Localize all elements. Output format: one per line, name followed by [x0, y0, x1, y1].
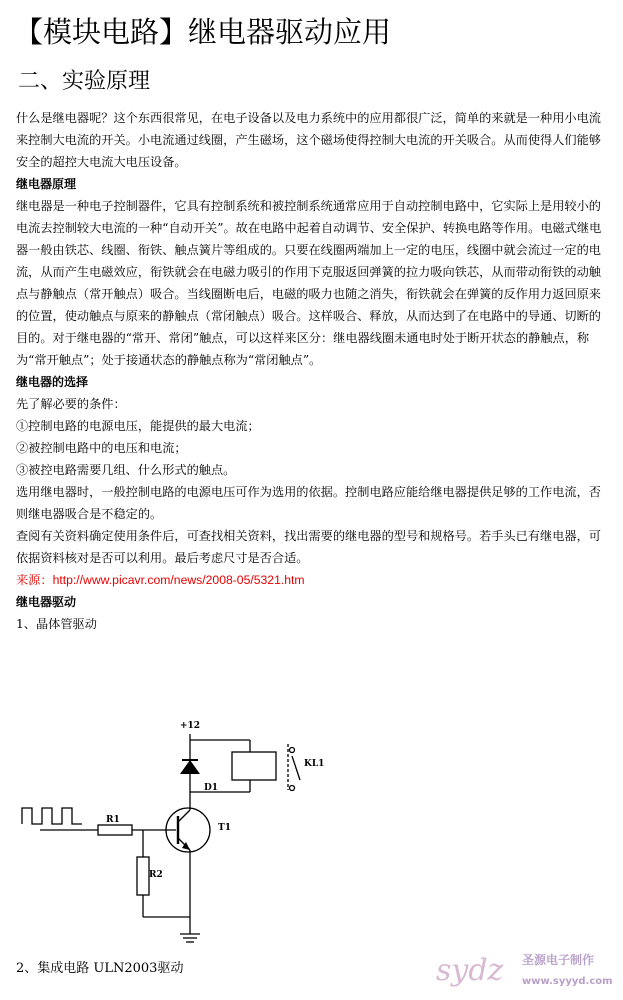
section-heading: 二、实验原理 — [18, 69, 151, 94]
page-title: 【模块电路】继电器驱动应用 — [14, 15, 392, 49]
transistor-driver-circuit — [20, 712, 340, 952]
watermark-url: www.syyyd.com — [522, 976, 613, 987]
intro-paragraph: 什么是继电器呢？这个东西很常见，在电子设备以及电力系统中的应用都很广泛，简单的来就是一种用小电流来控制大电流的开关。小电流通过线圈，产生磁场，这个磁场使得控制大电流的开关吸合。从而使得人们能够安全的超控大电流大电压设备。 — [16, 111, 601, 169]
vcc-label: +12 — [180, 721, 201, 731]
source-label: 来源： — [16, 573, 53, 587]
watermark-logo-text: sydz — [436, 953, 504, 988]
selection-line: ①控制电路的电源电压，能提供的最大电流； — [16, 419, 260, 433]
relay-label: KL1 — [304, 759, 325, 769]
selection-line: 查阅有关资料确定使用条件后，可查找相关资料，找出需要的继电器的型号和规格号。若手头已有继电器，可依据资料核对是否可以利用。最后考虑尺寸是否合适。 — [16, 529, 601, 565]
resistor-r2-label: R2 — [149, 870, 163, 880]
selection-line: ③被控电路需要几组、什么形式的触点。 — [16, 463, 236, 477]
selection-line: 选用继电器时，一般控制电路的电源电压可作为选用的依据。控制电路应能给继电器提供足够的工作电流，否则继电器吸合是不稳定的。 — [16, 485, 601, 521]
selection-line: 先了解必要的条件： — [16, 397, 126, 411]
item-transistor-drive: 1、晶体管驱动 — [16, 617, 97, 631]
drive-heading: 继电器驱动 — [16, 595, 77, 609]
relay-coil-symbol — [232, 752, 276, 780]
resistor-r1-label: R1 — [106, 815, 120, 825]
selection-heading: 继电器的选择 — [16, 375, 89, 389]
item-uln2003-drive: 2、集成电路 ULN2003驱动 — [16, 961, 184, 976]
diode-label: D1 — [204, 783, 219, 793]
article-body — [16, 107, 610, 635]
square-wave-symbol — [22, 808, 82, 824]
watermark-name: 圣源电子制作 — [522, 953, 595, 967]
source-line — [16, 569, 610, 591]
source-link[interactable]: http://www.picavr.com/news/2008-05/5321.htm — [52, 573, 305, 587]
principle-paragraph: 继电器是一种电子控制器件，它具有控制系统和被控制系统通常应用于自动控制电路中，它实际上是用较小的电流去控制较大电流的一种“自动开关”。故在电路中起着自动调节、安全保护、转换电路等作用。电磁式继电器一般由铁芯、线圈、衔铁、触点簧片等组成的。只要在线圈两端加上一定的电压，线圈中就会流过一定的电流，从而产生电磁效应，衔铁就会在电磁力吸引的作用下克服返回弹簧的拉力吸向铁芯，从而带动衔铁的动触点与静触点（常开触点）吸合。当线圈断电后，电磁的吸力也随之消失，衔铁就会在弹簧的反作用力返回原来的位置，使动触点与原来的静触点（常闭触点）吸合。这样吸合、释放，从而达到了在电路中的导通、切断的目的。对于继电器的“常开、常闭”触点，可以这样来区分：继电器线圈未通电时处于断开状态的静触点，称为“常开触点”；处于接通状态的静触点称为“常闭触点”。 — [16, 199, 602, 367]
watermark-logo — [430, 946, 618, 994]
resistor-r2-symbol — [137, 857, 149, 895]
transistor-label: T1 — [218, 823, 231, 833]
resistor-r1-symbol — [98, 825, 132, 835]
principle-heading: 继电器原理 — [16, 177, 77, 191]
diode-symbol — [180, 760, 200, 774]
selection-line: ②被控制电路中的电压和电流； — [16, 441, 187, 455]
